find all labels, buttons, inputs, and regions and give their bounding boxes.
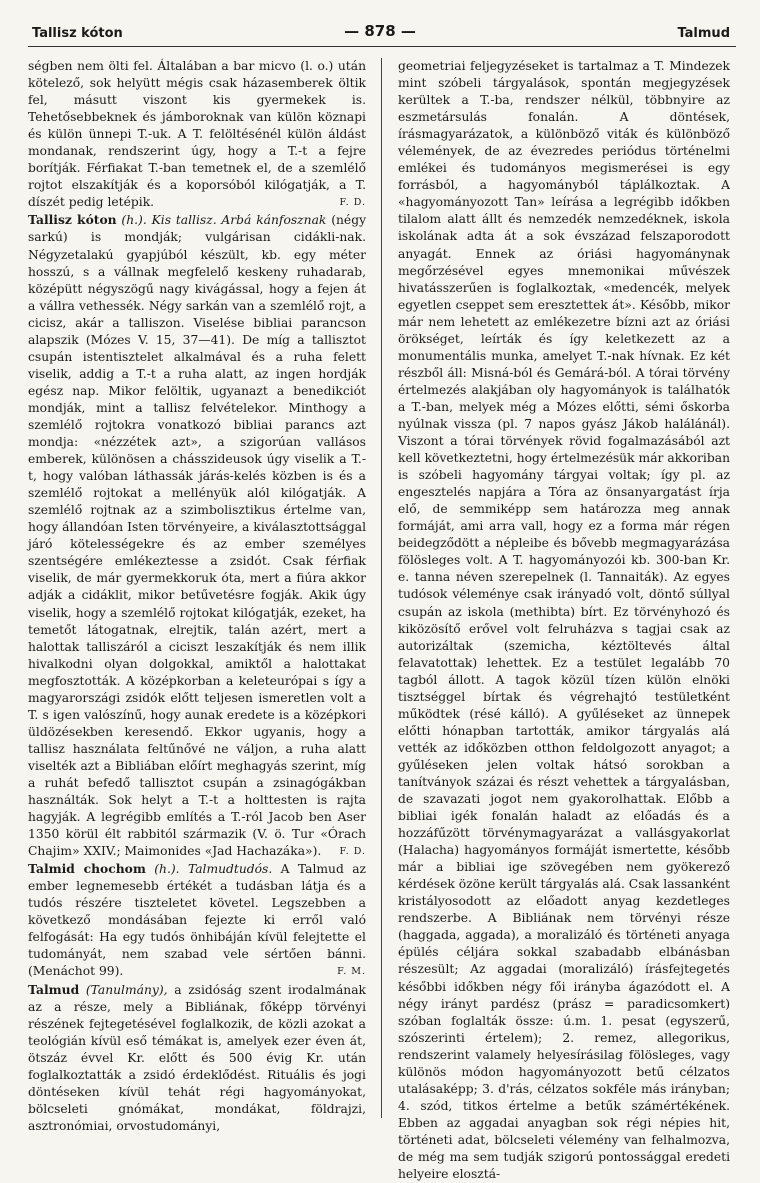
entry-text: a zsidóság szent irodalmának az a része, mely a Bibliának, főképp törvényi részének fejtegetésével foglalkozik, de közli azokat a teológián kívül eső témákat is, amelyek ezer éven át, ötszáz évvel Kr. előtt és 500 évig Kr. után foglalkoztatták a zsidó érdeklődést. Rituális és jogi döntéseken kívül tehát régi hagyományokat, bölcseleti gnómákat, mondákat, földrajzi, asztronómiai, orvostudományi, — [28, 982, 366, 1133]
entry-text: A Talmud az ember legnemesebb értékét a tudásban látja és a tudós részére tiszteletet követel. Legszebben a következő mondásában fejezte ki erről való felfogását: Ha egy tudós önhibáján kívül felejtette el tudományát, nem szabad vele sértően bánni. (Menáchot 99). — [28, 862, 367, 979]
header-rule — [28, 46, 736, 47]
entry-term: Talmid chochom — [28, 861, 146, 877]
entry-tallisz-koton — [28, 211, 366, 860]
author-signature: F. D. — [339, 197, 366, 209]
entry-subtitle: (h.). Kis tallisz. Arbá kánfosznak — [116, 213, 327, 228]
column-divider — [381, 58, 382, 1118]
page-header — [18, 22, 742, 44]
entry-text: ségben nem ölti fel. Általában a bar micvo (l. o.) után kötelező, sok helyütt mégis csak házasemberek öltik fel, másutt viszont kis gyermekek is. Tehetősebbeknek és jámboroknak van külön köznapi és külön ünnepi T.-uk. A T. felöltésénél külön áldást mondanak, rendszerint úgy, hogy a T.-t a fejre borítják. Férfiakat T.-ban temetnek el, de a szemlélő rojtot elszakítják és a koporsóból kilógatják, a T. díszét pedig letépik. — [28, 59, 366, 210]
author-signature: F. M. — [337, 966, 366, 978]
entry-talmud-continued — [398, 58, 730, 1183]
author-signature: F. D. — [339, 846, 366, 858]
page-number: — 878 — — [344, 22, 416, 40]
entry-term: Talmud — [28, 981, 80, 997]
header-left-keyword: Tallisz kóton — [32, 26, 123, 41]
entry-talmid-chochom — [28, 860, 366, 980]
entry-text: (négy sarkú) is mondják; vulgárisan cidákli-nak. Négyzetalakú gyapjúból készült, kb. egy méter hosszú, s a vállnak megfelelő keskeny ruhadarab, középütt négyszögű nagy kivágással, hogy a fejen át a vállra vethessék. Négy sarkán van a szemlélő rojt, a cicisz, akár a talliszon. Viselése bibliai parancson alapszik (Mózes V. 15, 37—41). De míg a tallisztot csupán istentisztelet alkalmával és a ruha felett viselik, addig a T.-t a ruha alatt, az ingen hordják egész nap. Mikor felöltik, ugyanazt a benedikciót mondják, mint a tallisz felvételekor. Minthogy a szemlélő rojtokra vonatkozó bibliai parancs azt mondja: «nézzétek azt», a szigorúan vallásos emberek, különösen a chásszideusok úgy viselik a T.-t, hogy valóban láthassák járás-kelés közben is és a szemlélő rojtokat a mellényük alól kilógatják. A szemlélő rojtnak az a szimbolisztikus értelme van, hogy állandóan Isten törvényeire, a kiválasztottsággal járó kötelességekre és az ember személyes szentségére emlékeztesse a zsidót. Csak férfiak viselik, de már gyermekkoruk óta, mert a fiúra akkor adják a cidáklit, mikor betűvetésre fogják. Akik úgy viselik, hogy a szemlélő rojtokat kilógatják, ezeket, ha temetőt látogatnak, elrejtik, talán azért, mert a halottak talliszáról a ciciszt leszakítják és nem illik hivalkodni olyan dolgokkal, amiktől a halottakat megfosztották. A középkorban a keleteurópai s így a magyarországi zsidók előtt teljesen ismeretlen volt a T. s igen valószínű, hogy aunak eredete is a középkori üldözésekben keresendő. Ekkor ugyanis, hogy a tallisz használata feltűnővé ne váljon, a ruha alatt viselték azt a Bibliában előírt meghagyás szerint, míg a ruhát befedő tallisztot csupán a zsinagógákban használták. Sok helyt a T.-t a holttesten is rajta hagyják. A legrégibb említés a T.-ról Jacob ben Aser 1350 körül élt rabbitól származik (V. ö. Tur «Órach Chajim» XXIV.; Maimonides «Jad Hachazáka»). — [28, 213, 367, 859]
header-right-keyword: Talmud — [677, 26, 730, 41]
entry-continuation — [28, 58, 366, 211]
entry-talmud — [28, 981, 366, 1135]
left-column — [28, 58, 367, 1133]
entry-text: geometriai feljegyzéseket is tartalmaz a T. Mindezek mint szóbeli tárgyalások, spontán megjegyzések kerültek a T.-ba, rendszer nélkül, többnyire az eszmetársulás fonalán. A döntések, írásmagyarázatok, a különböző viták és különböző vélemények, de az évezredes periódus történelmi emlékei és tudományos megismerései is egy forrásból, a hagyományból táplálkoztak. A «hagyományozott Tan» leírása a legrégibb időkben tilalom alatt állt és nemzedék nemzedéknek, iskola iskolának adta át a sok évszázad felszaporodott anyagát. Ennek az óriási hagyománynak megőrzésével egyes mnemonikai művészek hivatásszerűen is foglalkoztak, «medencék, melyek egyetlen cseppet sem eresztettek át». Később, mikor már nem lehetett az emlékezetre bízni azt az óriási örökséget, leírták és így keletkezett az a monumentális munka, amelyet T.-nak hívnak. Ez két részből áll: Misná-ból és Gemárá-ból. A tórai törvény értelmezés alakjában oly hagyományok is találhatók a T.-ban, melyek még a Mózes előtti, sémi őskorba nyúlnak vissza (pl. 7 napos gyász Jákob halálánál). Viszont a tórai törvények rövid fogalmazásából azt kell következtetni, hogy értelmezésük már akkoriban is szóbeli hagyomány tárgyai voltak; így pl. az engesztelés napjára a Tóra az önsanyargatást írja elő, de semmiképp sem határozza meg annak formáját, ami arra vall, hogy ez a forma már régen beidegződött a népleibe és bővebb megmagyarázása fölösleges volt. A T. hagyományozói kb. 300-ban Kr. e. tanna néven szerepelnek (l. Tannaiták). Az egyes tudósok véleménye csak irányadó volt, döntő súllyal csupán az iskola (methibta) bírt. Ez törvényhozó és kiközösítő erővel volt felruházva s tagjai csak az autorizáltak (szemicha, kéztöltevés által felavatottak) lehettek. Ez a testület legalább 70 tagból állott. A tagok közül tízen külön elnöki tisztséggel bírtak és végrehajtó testületként működtek (résé kálló). A gyűléseket az ünnepek előtti hónapban tartották, amikor tárgyalás alá vették az időközben otthon feldolgozott anyagot; a gyűléseken jelen voltak hátsó sorokban a tanítványok százai és részt vehettek a tárgyalásban, de szavazati jogot nem gyakorolhattak. Előbb a bibliai igék fonalán haladt az előadás és a hozzáfűzött törvénymagyarázat a vallásgyakorlat (Halacha) hagyományos formáját ismertette, később már a bibliai ige szövegében nem gyökerező kérdések özöne került tárgyalás alá. Csak lassanként kristályosodott az előadott anyag kezdetleges rendszerbe. A Bibliának nem törvényi része (haggada, aggada), a moralizáló és történeti anyaga épülés céljára sokkal szabadabb elbánásban részesült; Az aggadai (moralizáló) írásfejtegetés későbbi időkben négy fői irányba ágazódott el. A négy irányt pardész (prász = paradicsomkert) szóban foglalták össze: ú.m. 1. pesat (egyszerű, szószerinti értelem); 2. remez, allegorikus, rendszerint valamely helyesírásilag fölösleges, vagy különös módon hagyományozott betű célzatos utalásaképp; 3. d'rás, célzatos sokféle más irányban; 4. szód, titkos értelme a betűk számértékének. Ebben az aggadai anyagban sok régi népies hit, történeti adat, bölcseleti vélemény van felhalmozva, de még ma sem tudják szigorú pontossággal eredeti helyeire elosztá- — [398, 59, 730, 1182]
entry-subtitle: (h.). Talmudtudós. — [145, 862, 273, 877]
entry-term: Tallisz kóton — [28, 212, 117, 228]
right-column — [398, 58, 730, 1182]
entry-subtitle: (Tanulmány), — [79, 982, 168, 997]
